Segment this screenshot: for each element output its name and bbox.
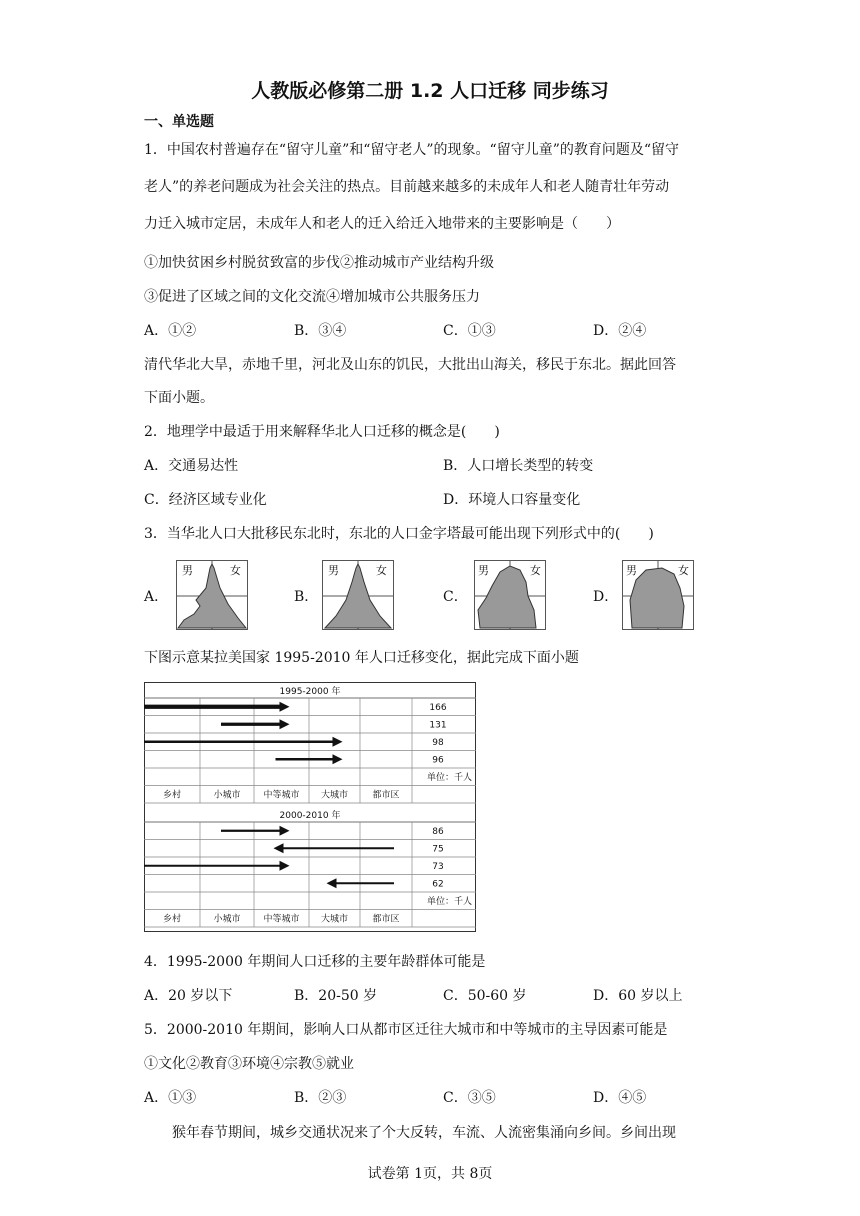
flow-value: 98 [432,737,444,748]
page-title: 人教版必修第二册 1.2 人口迁移 同步练习 [251,80,609,102]
pyramid-c-male: 男 [478,564,489,577]
q4-option-a[interactable]: A．20 岁以下 [144,988,233,1004]
pyramid-c[interactable] [474,560,546,630]
category-label: 都市区 [372,914,400,925]
category-label: 都市区 [372,790,400,801]
q2-option-c[interactable]: C．经济区域专业化 [144,492,267,508]
category-label: 大城市 [320,914,349,925]
q1-item-line-1: ①加快贫困乡村脱贫致富的步伐②推动城市产业结构升级 [144,255,494,271]
q4-option-b[interactable]: B．20-50 岁 [294,988,378,1004]
panel-title-1: 2000-2010 年 [279,811,341,821]
migration-chart [144,682,476,932]
q5-items: ①文化②教育③环境④宗教⑤就业 [144,1056,354,1072]
q4-stem: 4．1995-2000 年期间人口迁移的主要年龄群体可能是 [144,954,486,970]
pyramid-d-male: 男 [626,564,637,577]
q5-option-c[interactable]: C．③⑤ [443,1090,496,1106]
flow-value: 166 [429,702,447,713]
q1-stem-line-3: 力迁入城市定居，未成年人和老人的迁入给迁入地带来的主要影响是（ ） [144,216,620,232]
q1-option-b[interactable]: B．③④ [294,323,347,339]
q1-option-c[interactable]: C．①③ [443,323,496,339]
q1-option-d[interactable]: D．②④ [593,323,647,339]
passage-1-line-1: 清代华北大旱，赤地千里，河北及山东的饥民，大批出山海关，移民于东北。据此回答 [144,357,676,373]
pyramid-b-male: 男 [328,564,339,577]
pyramid-a[interactable] [176,560,248,630]
q3-stem: 3．当华北人口大批移民东北时，东北的人口金字塔最可能出现下列形式中的( ) [144,526,654,542]
category-label: 小城市 [213,790,241,801]
passage-2: 下图示意某拉美国家 1995-2010 年人口迁移变化，据此完成下面小题 [144,650,579,666]
q2-option-d[interactable]: D．环境人口容量变化 [443,492,581,508]
flow-value: 96 [432,755,444,766]
q5-stem: 5．2000-2010 年期间，影响人口从都市区迁往大城市和中等城市的主导因素可能是 [144,1022,668,1038]
q2-stem: 2．地理学中最适于用来解释华北人口迁移的概念是( ) [144,424,500,440]
q2-option-a[interactable]: A．交通易达性 [144,458,239,474]
pyramid-c-female: 女 [530,564,541,577]
category-label: 中等城市 [263,790,300,801]
q1-item-line-2: ③促进了区域之间的文化交流④增加城市公共服务压力 [144,289,480,305]
chart-border [145,683,476,932]
flow-value: 131 [429,720,447,731]
q5-option-a[interactable]: A．①③ [144,1090,197,1106]
pyramid-d[interactable] [622,560,694,630]
q1-option-a[interactable]: A．①② [144,323,197,339]
q5-option-d[interactable]: D．④⑤ [593,1090,647,1106]
q5-option-b[interactable]: B．②③ [294,1090,347,1106]
category-label: 乡村 [162,914,182,925]
category-label: 中等城市 [263,914,300,925]
q1-stem-line-1: 1．中国农村普遍存在“留守儿童”和“留守老人”的现象。“留守儿童”的教育问题及“留守 [144,142,680,158]
q3-option-a-label[interactable]: A． [144,589,169,605]
panel-title-0: 1995-2000 年 [279,687,341,697]
chart-grid [144,683,476,932]
page-footer: 试卷第 1页，共 8页 [367,1166,493,1182]
pyramid-a-male: 男 [182,564,193,577]
pyramid-b-female: 女 [376,564,387,577]
q4-option-c[interactable]: C．50-60 岁 [443,988,527,1004]
unit-label: 单位：千人 [426,773,472,783]
pyramid-a-female: 女 [230,564,241,577]
q4-option-d[interactable]: D．60 岁以上 [593,988,683,1004]
category-label: 乡村 [162,790,182,801]
category-label: 大城市 [320,790,349,801]
flow-value: 73 [432,861,444,872]
pyramid-d-female: 女 [678,564,689,577]
unit-label: 单位：千人 [426,897,472,907]
flow-value: 62 [432,879,444,890]
pyramid-b[interactable] [322,560,394,630]
q3-option-b-label[interactable]: B． [294,589,319,605]
passage-3: 猴年春节期间，城乡交通状况来了个大反转，车流、人流密集涌向乡间。乡间出现 [172,1125,676,1141]
q3-option-c-label[interactable]: C． [443,589,468,605]
flow-value: 75 [432,844,444,855]
section-heading: 一、单选题 [144,114,214,130]
q3-option-d-label[interactable]: D． [593,589,619,605]
flow-value: 86 [432,826,444,837]
category-label: 小城市 [213,914,241,925]
q2-option-b[interactable]: B．人口增长类型的转变 [443,458,594,474]
q1-stem-line-2: 老人”的养老问题成为社会关注的热点。目前越来越多的未成年人和老人随青壮年劳动 [144,179,670,195]
passage-1-line-2: 下面小题。 [144,390,214,406]
